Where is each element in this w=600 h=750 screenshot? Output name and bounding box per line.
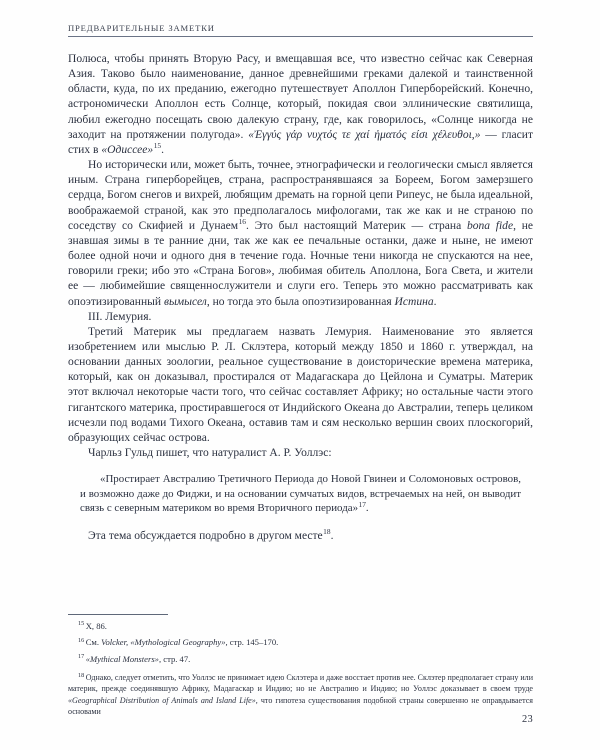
paragraph-1-part3: . [161,143,164,156]
footnote-15-text: X, 86. [85,621,107,631]
body-text-column [68,52,533,544]
footnote-18-title: «Geographical Distribution of Animals and Island Life» [68,695,256,705]
section-heading-lemuria: III. Лемурия. [88,310,152,323]
block-quotation-tail: . [365,502,369,515]
running-head [68,24,533,37]
emphasis-istina: Истина [394,295,434,308]
paragraph-2-part3: , не знавшая зимы в те ранние дни, так же как ее печальные останки, даже и ныне, не имеют более одной ночи и одного дня в течение года. Ночные тени никогда не спускаются на нее, говорили греки; ибо это «Страна Богов», любимая обитель Аполлона, Бога Света, и жители ее — любимейшие священнослужители и слуги его. Теперь это можно рассматривать как опоэтизированный [68,219,534,308]
paragraph-2-part1: Но исторически или, может быть, точнее, этнографически и геологически смысл является иным. Страна гиперборейцев, страна, распространявшаяся за Бореем, Богом замерзшего сердца, Богом снегов и вихрей, любящим дремать на горной цепи Рипеус, не была идеальной, воображаемой страной, как это предполагалось мифологами, так же как и не страною по соседству со Скифией и Дунаем [68,159,533,232]
paragraph-5 [68,529,533,544]
block-quotation-wallace [68,472,521,516]
footnote-16-text-after: , стр. 145–170. [225,637,279,648]
footnote-separator-rule [68,614,168,615]
footnote-area [68,614,533,722]
paragraph-3: Третий Материк мы предлагаем назвать Лемурия. Наименование это является изобретением или мыслью Р. Л. Склэтера, который между 1850 и 1860 г. утверждал, на основании данных зоологии, реальное существование в доисторические времена материка, который, как он доказывал, простирался от Мадагаскара до Цейлона и Суматры. Материк этот включал некоторые части того, что сейчас составляет Африку; но остальные части этого гигантского материка, простиравшегося от Индийского Океана до Австралии, теперь целиком исчезли под водами Тихого Океана, оставив там и сям несколько вершин своих плоскогорий, образующих сейчас острова. [68,325,533,444]
greek-quotation: «Ἐγγύς γάρ νυχτός τε χαί ἡματός είσι χέλευθοι,» [248,128,481,141]
paragraph-2 [68,158,533,310]
footnote-18-text-after: , что гипотеза существования подобной страны совершенно не оправдывается основами [68,695,533,716]
page-number: 23 [522,714,533,725]
footnote-ref-16[interactable]: 16 [238,216,246,226]
emphasis-vymysel: вымысел [163,295,207,308]
header-rule [68,36,533,37]
paragraph-1-part1: Полюса, чтобы принять Вторую Расу, и вмещавшая все, что известно сейчас как Северная Азия. Таково было наименование, данное древнейшими греками далекой и таинственной области, куда, по их преданию, ежегодно путешествует Аполлон Гиперборейский. Конечно, астрономически Аполлон есть Солнце, который, покидая свои эллинические святилища, любил ежегодно посещать свою далекую страну, где, как говорилось, «Солнце никогда не заходит на протяжении полугода». [68,53,533,141]
footnote-ref-17[interactable]: 17 [358,499,366,509]
footnote-17 [68,654,533,665]
latin-phrase-bona-fide: bona fide [466,219,514,232]
footnote-ref-15[interactable]: 15 [153,141,162,151]
paragraph-5-text: Эта тема обсуждается подробно в другом месте [88,530,323,542]
block-quotation-text: «Простирает Австралию Третичного Периода до Новой Гвинеи и Соломоновых островов, и возможно даже до Фиджи, и на основании сумчатых видов, встречаемых на ней, он выводит связь с северным материком во время Вторичного периода» [80,473,521,515]
footnote-16-title: Volcker, «Mythological Geography» [101,637,226,648]
footnote-ref-18[interactable]: 18 [323,527,331,537]
paragraph-4: Чарльз Гульд пишет, что натуралист А. Р. Уоллэс: [88,447,332,460]
footnote-16-text-before: См. [85,637,102,648]
paragraph-2-part5: . [433,295,437,308]
footnote-15-number: 15 [78,620,85,628]
footnote-15 [68,621,533,632]
footnote-16 [68,637,533,648]
footnote-17-text-after: , стр. 47. [158,653,191,664]
paragraph-2-part4: , но тогда это была опоэтизированная [206,295,395,308]
footnote-16-number: 16 [78,636,85,644]
footnote-18 [68,672,533,717]
paragraph-1-part2: — гласит стих в [68,128,533,156]
paragraph-2-part2: . Это был настоящий Материк — страна [246,219,467,232]
paragraph-5-tail: . [330,530,334,542]
work-title-odyssey: «Одиссее» [101,143,154,156]
footnote-17-number: 17 [78,652,85,660]
footnote-18-number: 18 [78,671,85,679]
running-head-text: ПРЕДВАРИТЕЛЬНЫЕ ЗАМЕТКИ [68,23,215,33]
footnote-18-text-before: Однако, следует отметить, что Уоллэс не принимает идею Склэтера и даже восстает против нее. Склэтер предполагает страну или материк, прежде соединявшую Африку, Мадагаскар и Индию; но не Австралию и Индию; но Уоллэс доказывает в своем труде [68,673,533,694]
footnote-17-title: «Mythical Monsters» [85,653,159,664]
paragraph-1 [68,52,533,158]
